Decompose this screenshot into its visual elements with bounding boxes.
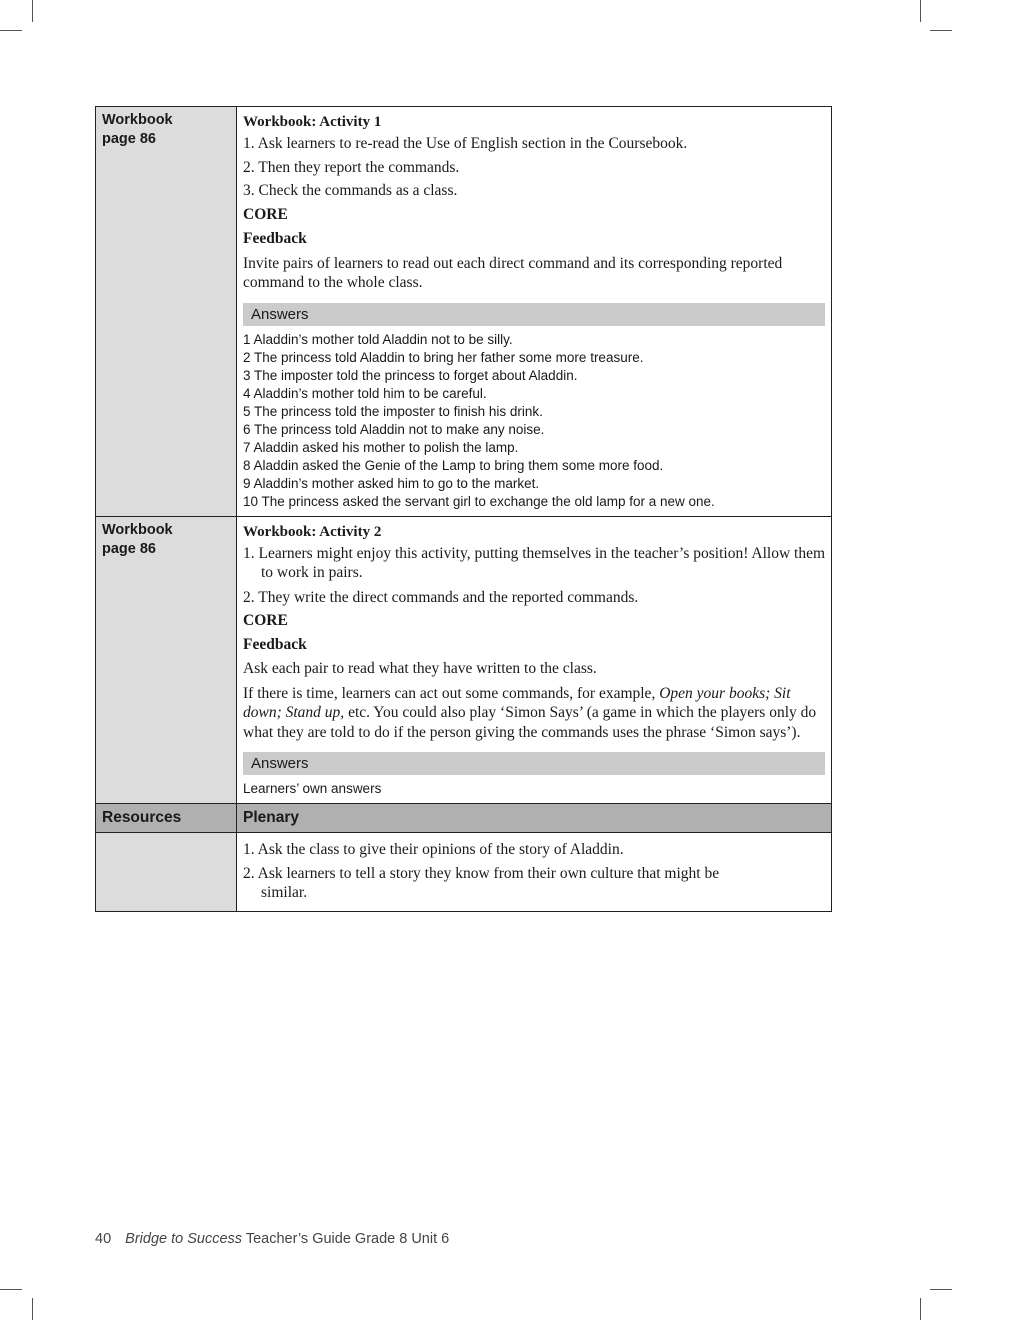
crop-mark [0,30,22,31]
activity-title: Workbook: Activity 1 [243,114,382,130]
answer-item: 7 Aladdin asked his mother to polish the lamp. [243,439,519,455]
resource-page: page 86 [102,540,156,557]
answer-item: 4 Aladdin’s mother told him to be careful. [243,385,487,401]
step: 3. Check the commands as a class. [243,182,458,199]
resource-page: page 86 [102,131,156,147]
crop-mark [920,0,921,22]
step: 2. They write the direct commands and the reported commands. [243,588,639,606]
answers-heading: Answers [243,303,825,326]
plenary-row [96,833,832,912]
step: 1. Ask learners to re-read the Use of English section in the Coursebook. [243,135,688,152]
step: 1. Ask the class to give their opinions of the story of Aladdin. [243,841,624,858]
activity2-row [96,516,832,804]
resource-label: Workbook [102,521,173,538]
crop-mark [930,30,952,31]
step: 2. Ask learners to tell a story they know from their own culture that might be similar. [243,864,720,901]
plenary-content-cell [237,833,832,912]
page-footer [95,1231,449,1247]
page-number: 40 [95,1231,112,1247]
plenary-heading: Plenary [237,804,832,833]
core-label: CORE [243,612,288,629]
feedback-heading: Feedback [243,229,307,247]
resources-heading: Resources [96,804,237,833]
answer-item: 6 The princess told Aladdin not to make any noise. [243,421,545,437]
crop-mark [930,1289,952,1290]
activity1-content-cell [237,107,832,517]
activity1-row [96,107,832,517]
answer-item: 2 The princess told Aladdin to bring her father some more treasure. [243,349,644,365]
feedback-text: Invite pairs of learners to read out each direct command and its corresponding reported command to the whole class. [243,254,783,291]
extra-text: etc. You could also play ‘Simon Says’ (a game in which the players only do what they are told to do if the person giving the commands uses the phrase ‘Simon says’). [243,704,817,741]
answers-heading: Answers [243,752,825,775]
answer-item: 5 The princess told the imposter to finish his drink. [243,403,543,419]
answer-item: 1 Aladdin’s mother told Aladdin not to be silly. [243,331,513,347]
step: 1. Learners might enjoy this activity, putting themselves in the teacher’s position! Allow them to work in pairs. [243,544,825,581]
extra-paragraph [243,684,825,743]
step: 2. Then they report the commands. [243,158,460,176]
feedback-text: Ask each pair to read what they have written to the class. [243,660,597,677]
plenary-resource-cell [96,833,237,912]
crop-mark [32,1298,33,1320]
answer-item: 3 The imposter told the princess to forget about Aladdin. [243,367,578,383]
activity2-content-cell [237,516,832,804]
answer-item: 9 Aladdin’s mother asked him to go to the market. [243,475,540,491]
core-label: CORE [243,205,288,223]
footer-subtitle: Teacher’s Guide Grade 8 Unit 6 [245,1231,450,1247]
plenary-header-row [96,804,832,833]
feedback-heading: Feedback [243,636,307,653]
answers-list [243,331,825,511]
extra-italic-text: Open your books; Sit down; Stand up, [243,684,791,721]
answer-item: 8 Aladdin asked the Genie of the Lamp to bring them some more food. [243,457,664,473]
activity-title: Workbook: Activity 2 [243,523,382,540]
lesson-table [95,106,832,912]
activity2-resource-cell [96,516,237,804]
answers-text: Learners’ own answers [243,781,382,796]
book-title: Bridge to Success [125,1231,243,1247]
crop-mark [32,0,33,22]
crop-mark [920,1298,921,1320]
resource-label: Workbook [102,112,173,128]
crop-mark [0,1289,22,1290]
activity1-resource-cell [96,107,237,517]
extra-text: If there is time, learners can act out some commands, for example, [243,684,656,702]
answer-item: 10 The princess asked the servant girl to exchange the old lamp for a new one. [243,493,715,509]
